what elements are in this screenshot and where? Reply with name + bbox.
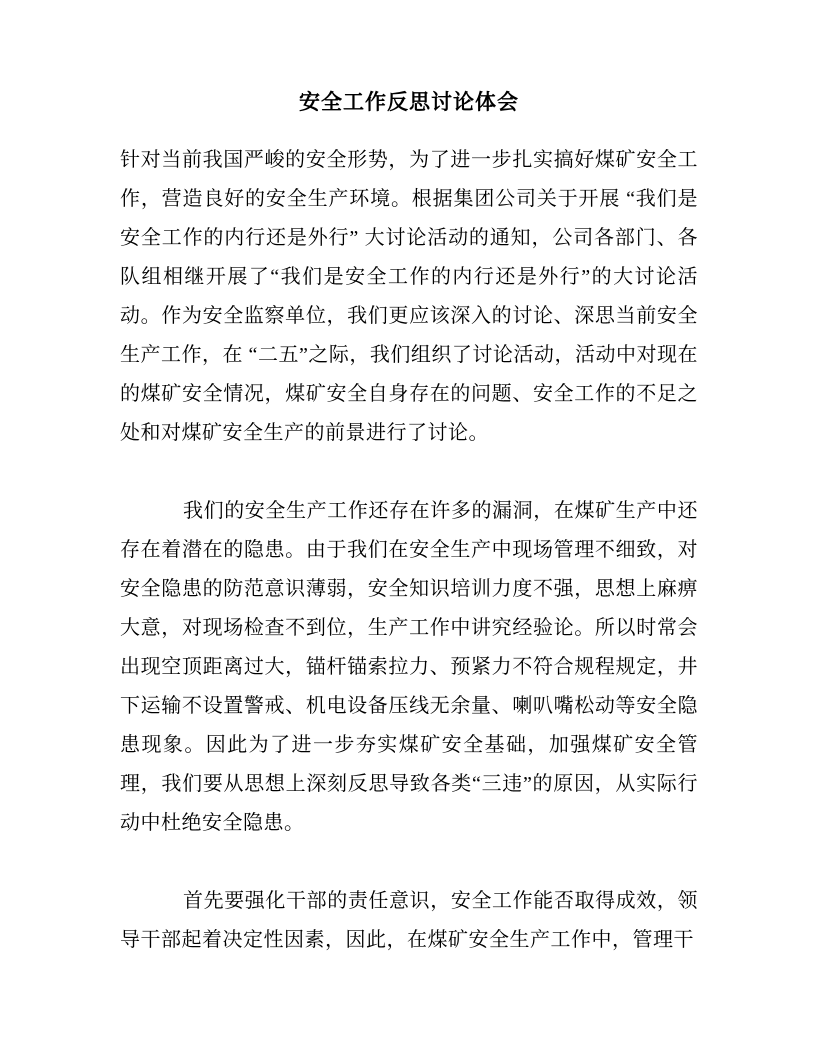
paragraph: 针对当前我国严峻的安全形势，为了进一步扎实搞好煤矿安全工作，营造良好的安全生产环境。根据集团公司关于开展 “我们是安全工作的内行还是外行” 大讨论活动的通知，公司各部门、各队组相继开展了“我们是安全工作的内行还是外行”的大讨论活动。作为安全监察单位，我们更应该深入的讨论、深思当前安全生产工作，在 “二五”之际，我们组织了讨论活动，活动中对现在的煤矿安全情况，煤矿安全自身存在的问题、安全工作的不足之处和对煤矿安全生产的前景进行了讨论。	[120, 149, 698, 444]
paragraph: 我们的安全生产工作还存在许多的漏洞，在煤矿生产中还存在着潜在的隐患。由于我们在安全生产中现场管理不细致，对安全隐患的防范意识薄弱，安全知识培训力度不强，思想上麻痹大意，对现场检查不到位，生产工作中讲究经验论。所以时常会出现空顶距离过大，锚杆锚索拉力、预紧力不符合规程规定，井下运输不设置警戒、机电设备压线无余量、喇叭嘴松动等安全隐患现象。因此为了进一步夯实煤矿安全基础，加强煤矿安全管理，我们要从思想上深刻反思导致各类“三违”的原因，从实际行动中杜绝安全隐患。	[120, 500, 698, 834]
paragraph: 首先要强化干部的责任意识，安全工作能否取得成效，领导干部起着决定性因素，因此，在煤矿安全生产工作中，管理干	[120, 890, 698, 951]
document-body	[120, 141, 698, 960]
document-title: 安全工作反思讨论体会	[299, 90, 519, 114]
